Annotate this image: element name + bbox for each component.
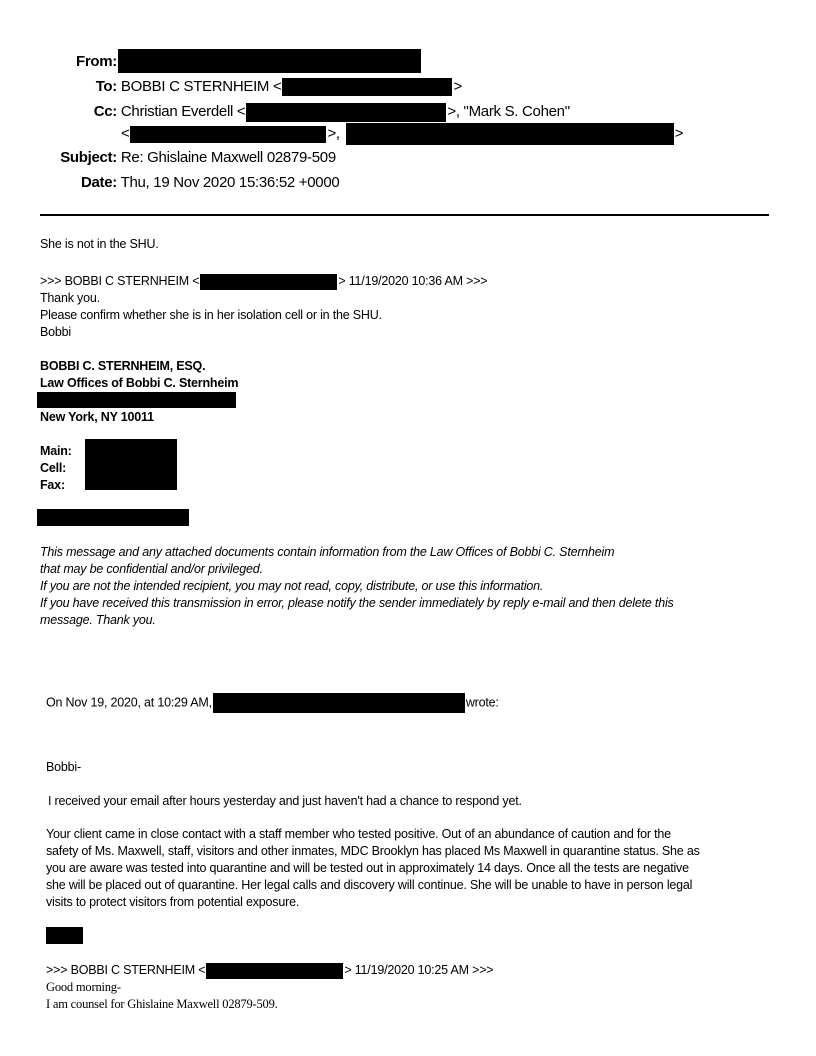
redaction-quote2-email [206,963,343,979]
main-label: Main: [40,444,72,458]
redaction-to-email [282,78,452,96]
quote1-line: Bobbi [40,325,71,339]
redaction-phone-numbers [85,439,177,490]
to-label: To: [95,78,117,95]
paragraph-2-line: safety of Ms. Maxwell, staff, visitors and other inmates, MDC Brooklyn has placed Ms Maxwell in quarantine status. She as [46,844,700,858]
disclaimer-line: that may be confidential and/or privileged. [40,562,263,576]
quote2-line: I am counsel for Ghislaine Maxwell 02879-509. [46,997,278,1011]
cc-value-1: Christian Everdell < [120,103,246,120]
date-label: Date: [80,174,117,191]
to-value: BOBBI C STERNHEIM < [120,78,282,95]
quote2-header [46,962,493,979]
signature-city: New York, NY 10011 [40,410,154,424]
from-label: From: [76,53,117,70]
redaction-address [37,392,236,408]
paragraph-2-line: Your client came in close contact with a staff member who tested positive. Out of an abundance of caution and for the [46,827,671,841]
disclaimer-line: If you are not the intended recipient, you may not read, copy, distribute, or use this information. [40,579,544,593]
disclaimer-line: This message and any attached documents contain information from the Law Offices of Bobbi C. Sternheim [40,545,615,559]
quote1-header [40,273,487,290]
cc-open: < [121,124,130,142]
cell-label: Cell: [40,461,67,475]
cc-close: > [674,124,684,142]
quote1-line: Thank you. [40,291,100,305]
on-date-prefix: On Nov 19, 2020, at 10:29 AM, [46,695,212,710]
quote1-line: Please confirm whether she is in her isolation cell or in the SHU. [40,308,382,322]
subject-label: Subject: [60,149,117,166]
disclaimer-line: message. Thank you. [40,613,156,627]
fax-label: Fax: [40,478,65,492]
quote2-prefix: >>> BOBBI C STERNHEIM < [46,963,206,977]
on-date-suffix: wrote: [465,695,499,710]
greeting: Bobbi- [46,760,81,774]
cc-value-2: >, "Mark S. Cohen" [447,103,570,120]
on-date-line [46,693,499,713]
paragraph-1: I received your email after hours yesterday and just haven't had a chance to respond yet. [48,794,522,808]
to-row [40,77,462,97]
paragraph-2-line: you are aware was tested into quarantine and will be tested out in approximately 14 days. Once all the tests are negative [46,861,689,875]
quote2-suffix: > 11/19/2020 10:25 AM >>> [344,963,494,977]
cc-label: Cc: [93,103,117,120]
date-value: Thu, 19 Nov 2020 15:36:52 +0000 [120,174,340,191]
disclaimer-line: If you have received this transmission in error, please notify the sender immediately by reply e-mail and then delete this [40,596,674,610]
redaction-cc-email-1 [246,103,446,122]
cc-row [40,102,570,122]
from-row [40,52,117,72]
redaction-sender [213,693,465,713]
subject-row [40,148,336,168]
paragraph-2-line: she will be placed out of quarantine. Her legal calls and discovery will continue. She will be unable to have in person legal [46,878,693,892]
signature-name: BOBBI C. STERNHEIM, ESQ. [40,359,206,373]
header-divider [40,214,769,216]
redaction-quote1-email [200,274,337,290]
paragraph-2-line: visits to protect visitors from potential exposure. [46,895,300,909]
redaction-from [118,49,421,73]
subject-value: Re: Ghislaine Maxwell 02879-509 [120,149,336,166]
redaction-cc-email-3 [346,123,674,145]
signature-firm: Law Offices of Bobbi C. Sternheim [40,376,239,390]
quote1-suffix: > 11/19/2020 10:36 AM >>> [338,274,488,288]
cc-row-2 [121,123,683,145]
date-row [40,173,339,193]
redaction-signoff [46,927,83,944]
quote2-line: Good morning- [46,980,121,994]
reply-text: She is not in the SHU. [40,237,159,251]
to-close: > [453,78,462,95]
redaction-email [37,509,189,526]
quote1-prefix: >>> BOBBI C STERNHEIM < [40,274,200,288]
cc-mid: >, [327,124,340,142]
redaction-cc-email-2 [130,126,326,143]
